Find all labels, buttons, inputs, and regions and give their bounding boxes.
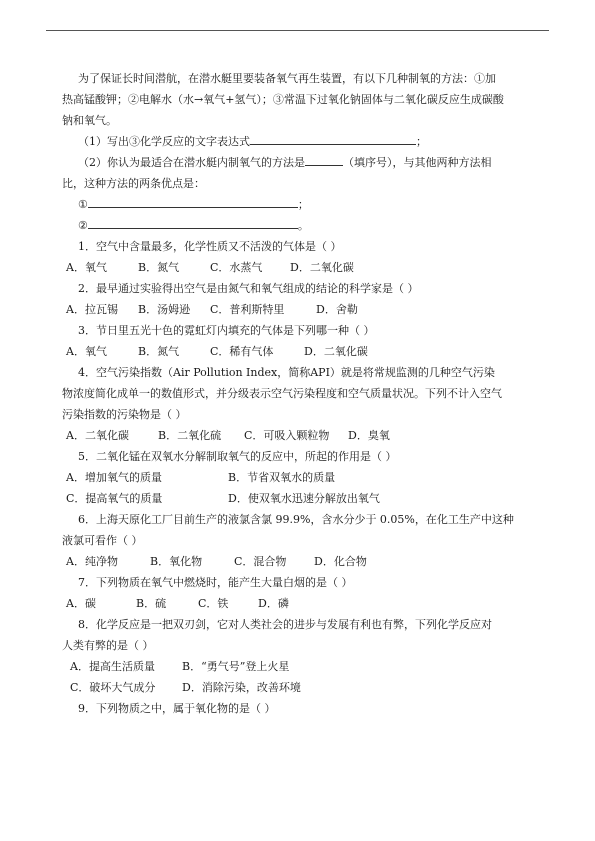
- sub2-prefix: （2）你认为最适合在潜水艇内制氧气的方法是: [78, 156, 305, 169]
- option-d[interactable]: D．臭氧: [348, 429, 390, 442]
- intro-text-2: 热高锰酸钾；②电解水（水→氧气+氢气）；③常温下过氧化钠固体与二氧化碳反应生成碳酸: [62, 93, 504, 106]
- option-c[interactable]: C．铁: [198, 597, 229, 610]
- question-1-stem: [62, 236, 540, 257]
- sub1-prefix: （1）写出③化学反应的文字表达式: [78, 135, 250, 148]
- option-a[interactable]: A．增加氧气的质量: [66, 471, 162, 484]
- option-c[interactable]: C．混合物: [234, 555, 287, 568]
- option-a[interactable]: A．提高生活质量: [70, 660, 155, 673]
- sub1-suffix: ；: [416, 135, 427, 148]
- question-4-text-1: 4．空气污染指数（Air Pollution Index，简称API）就是将常规监测的几种空气污染: [78, 366, 495, 379]
- question-4-stem-cont: [62, 404, 540, 425]
- option-d[interactable]: D．二氧化碳: [290, 261, 354, 274]
- option-c[interactable]: C．稀有气体: [210, 345, 274, 358]
- option-a[interactable]: A．氧气: [66, 261, 107, 274]
- question-4-text-2: 物浓度简化成单一的数值形式，并分级表示空气污染程度和空气质量状况。下列不计入空气: [62, 387, 502, 400]
- question-3-options: [62, 341, 540, 362]
- worksheet: [62, 68, 540, 719]
- option-a[interactable]: A．拉瓦锡: [66, 303, 118, 316]
- adv1-answer-blank[interactable]: [88, 195, 298, 208]
- option-d[interactable]: D．使双氧水迅速分解放出氧气: [228, 492, 380, 505]
- question-2-options: [62, 299, 540, 320]
- question-4-options: [62, 425, 540, 446]
- option-b[interactable]: B．节省双氧水的质量: [228, 471, 336, 484]
- question-8-options-row2: [62, 677, 540, 698]
- question-4-text-3: 污染指数的污染物是（ ）: [62, 408, 187, 421]
- adv2-end: 。: [297, 219, 309, 232]
- intro-line-3: [62, 110, 540, 131]
- question-8-stem: [62, 614, 540, 635]
- adv1-end: ；: [297, 198, 309, 211]
- option-c[interactable]: C．可吸入颗粒物: [244, 429, 330, 442]
- question-6-stem: [62, 509, 540, 530]
- option-d[interactable]: D．舍勒: [316, 303, 358, 316]
- option-a[interactable]: A．氧气: [66, 345, 107, 358]
- question-6-text-2: 液氯可看作（ ）: [62, 534, 143, 547]
- option-d[interactable]: D．二氧化碳: [304, 345, 368, 358]
- question-2-stem: [62, 278, 540, 299]
- option-b[interactable]: B．硫: [136, 597, 167, 610]
- advantage-1: [62, 194, 540, 215]
- sub1-answer-blank[interactable]: [250, 132, 416, 145]
- option-a[interactable]: A．二氧化碳: [66, 429, 129, 442]
- adv1-mark: ①: [78, 198, 88, 211]
- adv2-answer-blank[interactable]: [88, 216, 298, 229]
- question-7-options: [62, 593, 540, 614]
- sub2-suffix: （填序号），与其他两种方法相: [343, 156, 492, 169]
- question-1-options: [62, 257, 540, 278]
- option-c[interactable]: C．水蒸气: [210, 261, 263, 274]
- option-a[interactable]: A．碳: [66, 597, 96, 610]
- question-2-text: 2．最早通过实验得出空气是由氮气和氧气组成的结论的科学家是（ ）: [78, 282, 419, 295]
- question-3-text: 3．节日里五光十色的霓虹灯内填充的气体是下列哪一种（ ）: [78, 324, 375, 337]
- question-8-stem-cont: [62, 635, 540, 656]
- question-6-text-1: 6．上海天原化工厂目前生产的液氯含氯 99.9%，含水分少于 0.05%，在化工生产中这种: [78, 513, 514, 526]
- question-5-text: 5．二氧化锰在双氧水分解制取氧气的反应中，所起的作用是（ ）: [78, 450, 397, 463]
- option-c[interactable]: C．普利斯特里: [210, 303, 285, 316]
- option-d[interactable]: D．化合物: [314, 555, 367, 568]
- option-a[interactable]: A．纯净物: [66, 555, 118, 568]
- sub2-answer-blank[interactable]: [305, 153, 343, 166]
- sub-question-1: [62, 131, 540, 152]
- question-1-text: 1．空气中含量最多，化学性质又不活泼的气体是（ ）: [78, 240, 342, 253]
- question-8-options-row1: [62, 656, 540, 677]
- intro-text-1: 为了保证长时间潜航，在潜水艇里要装备氧气再生装置，有以下几种制氧的方法：①加: [78, 72, 496, 85]
- question-9-text: 9．下列物质之中，属于氧化物的是（ ）: [78, 702, 276, 715]
- question-8-text-1: 8．化学反应是一把双刃剑，它对人类社会的进步与发展有利也有弊，下列化学反应对: [78, 618, 492, 631]
- header-rule: [46, 30, 549, 31]
- question-5-stem: [62, 446, 540, 467]
- sub2-line-2: 比，这种方法的两条优点是：: [62, 177, 205, 190]
- option-b[interactable]: B．氧化物: [150, 555, 203, 568]
- sub-question-2: [62, 152, 540, 173]
- advantage-2: [62, 215, 540, 236]
- option-b[interactable]: B．二氧化硫: [158, 429, 222, 442]
- adv2-mark: ②: [78, 219, 88, 232]
- intro-line-1: [62, 68, 540, 89]
- question-4-stem: [62, 362, 540, 383]
- option-b[interactable]: B．氮气: [138, 261, 180, 274]
- option-c[interactable]: C．破坏大气成分: [70, 681, 156, 694]
- option-b[interactable]: B．氮气: [138, 345, 180, 358]
- option-d[interactable]: D．消除污染，改善环境: [182, 681, 301, 694]
- sub-question-2-cont: [62, 173, 540, 194]
- question-5-options-row2: [62, 488, 540, 509]
- question-6-options: [62, 551, 540, 572]
- option-b[interactable]: B．汤姆逊: [138, 303, 191, 316]
- intro-text-3: 钠和氧气。: [62, 114, 117, 127]
- question-7-stem: [62, 572, 540, 593]
- option-c[interactable]: C．提高氧气的质量: [66, 492, 163, 505]
- question-5-options-row1: [62, 467, 540, 488]
- question-8-text-2: 人类有弊的是（ ）: [62, 639, 154, 652]
- question-9-stem: [62, 698, 540, 719]
- option-b[interactable]: B．“勇气号”登上火星: [182, 660, 290, 673]
- question-7-text: 7．下列物质在氧气中燃烧时，能产生大量白烟的是（ ）: [78, 576, 353, 589]
- intro-line-2: [62, 89, 540, 110]
- question-4-stem-cont: [62, 383, 540, 404]
- question-6-stem-cont: [62, 530, 540, 551]
- question-3-stem: [62, 320, 540, 341]
- option-d[interactable]: D．磷: [258, 597, 289, 610]
